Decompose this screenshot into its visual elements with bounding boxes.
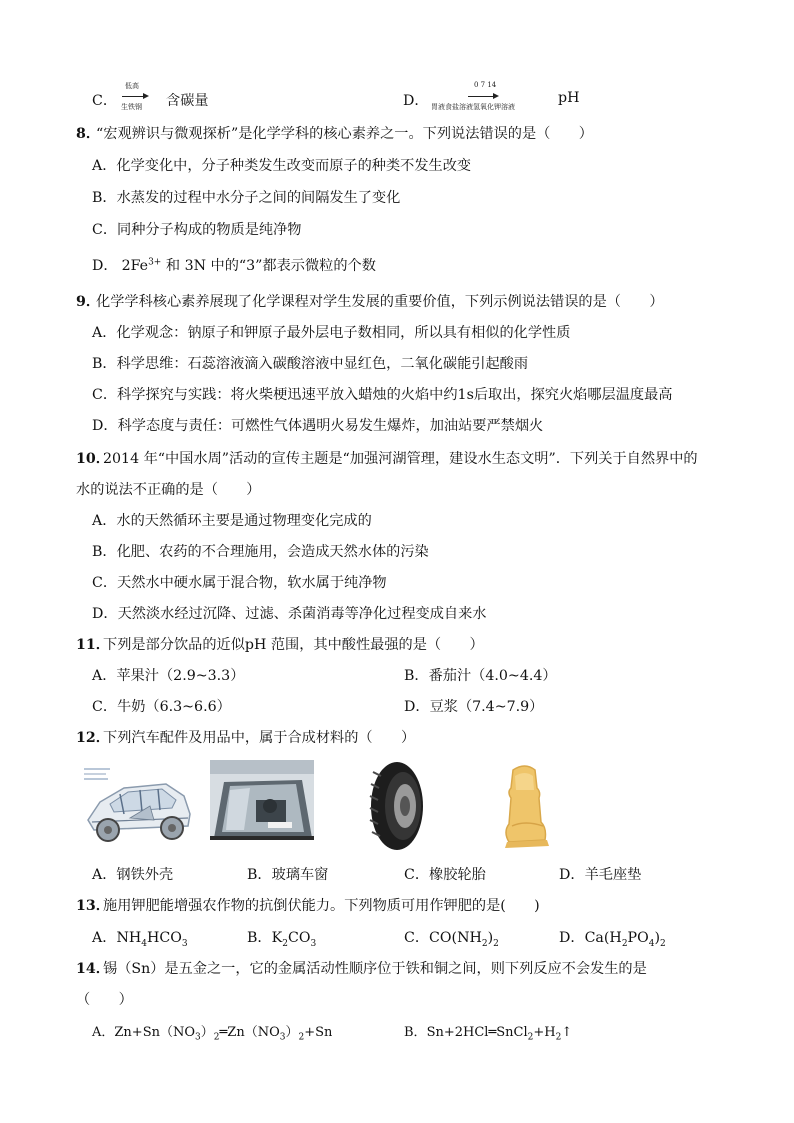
question-10-option-b: B．化肥、农药的不合理施用，会造成天然水体的污染	[92, 544, 429, 560]
question-10-option-a: A．水的天然循环主要是通过物理变化完成的	[92, 513, 372, 529]
equation-subscript: 3	[279, 1032, 286, 1043]
question-8-number: 8．	[76, 126, 101, 142]
question-9-option-b: B．科学思维：石蕊溶液滴入碳酸溶液中显红色，二氧化碳能引起酸雨	[92, 356, 529, 372]
question-9-option-a: A．化学观念：钠原子和钾原子最外层电子数相同，所以具有相似的化学性质	[92, 325, 571, 341]
question-11-stem: 下列是部分饮品的近似pH 范围，其中酸性最强的是（ ）	[103, 637, 484, 653]
formula-part: HCO	[146, 930, 182, 946]
equation-part: ）	[200, 1025, 214, 1040]
formula-part: CO(NH	[429, 930, 482, 946]
question-9-option-d: D．科学态度与责任：可燃性气体遇明火易发生爆炸，加油站要严禁烟火	[92, 418, 544, 434]
equation-subscript: 2	[555, 1032, 562, 1043]
q7-option-c-arrowhead	[143, 93, 149, 99]
formula-part: NH	[116, 930, 142, 946]
rubber-tire-image	[363, 758, 427, 854]
equation-part: ↑	[561, 1025, 573, 1040]
question-13-stem: 施用钾肥能增强农作物的抗倒伏能力。下列物质可用作钾肥的是( )	[103, 898, 540, 914]
question-8-option-d-text: 和 3N 中的“3”都表示微粒的个数	[161, 258, 376, 274]
option-a-label: A．	[92, 1025, 115, 1040]
question-12-option-d: D．羊毛座垫	[559, 867, 642, 883]
option-c-label: C．	[404, 930, 430, 946]
question-14-stem-line-2: （ ）	[76, 992, 133, 1008]
steel-car-body-image	[80, 762, 196, 848]
equation-part: +H	[533, 1025, 556, 1040]
formula-subscript: 4	[648, 938, 655, 949]
question-11-number: 11．	[76, 637, 110, 653]
formula-part: )	[654, 930, 661, 946]
option-d-label: D．	[559, 930, 585, 946]
equation-part: ═Zn（NO	[219, 1025, 280, 1040]
question-14-number: 14．	[76, 961, 110, 977]
q7-option-c-arrow	[122, 96, 144, 97]
option-a-label: A．	[92, 930, 117, 946]
q7-option-d-axis-name: pH	[558, 90, 580, 106]
q7-option-c-top-label: 低高	[125, 82, 139, 90]
formula-subscript: 3	[181, 938, 188, 949]
q7-option-d-label: D．	[403, 93, 429, 109]
q7-option-d-top-label: 0 7 14	[474, 81, 497, 89]
formula-part: Ca(H	[584, 930, 622, 946]
question-11-option-b: B．番茄汁（4.0~4.4）	[404, 668, 557, 684]
question-14-option-b	[404, 1021, 572, 1043]
equation-subscript: 2	[213, 1032, 220, 1043]
formula-subscript: 4	[141, 938, 147, 949]
formula-subscript: 2	[481, 938, 488, 949]
question-9-option-c: C．科学探究与实践：将火柴梗迅速平放入蜡烛的火焰中约1s后取出，探究火焰哪层温度最高	[92, 387, 673, 403]
question-13-number: 13．	[76, 898, 110, 914]
formula-subscript: 2	[493, 938, 499, 949]
wool-seat-cushion-image	[495, 762, 559, 850]
question-11-option-d: D．豆浆（7.4~7.9）	[404, 699, 544, 715]
q7-option-d-arrowhead	[493, 93, 499, 99]
q7-option-c-axis-name: 含碳量	[166, 93, 209, 109]
question-10-option-d: D．天然淡水经过沉降、过滤、杀菌消毒等净化过程变成自来水	[92, 606, 487, 622]
question-13-option-d	[559, 927, 666, 949]
option-b-label: B．	[404, 1025, 427, 1040]
question-11-option-a: A．苹果汁（2.9~3.3）	[92, 668, 245, 684]
formula-subscript: 2	[282, 938, 288, 949]
equation-part: ）	[285, 1025, 299, 1040]
question-8-option-c: C．同种分子构成的物质是纯净物	[92, 222, 302, 238]
q7-option-c-bottom-label: 生铁钢	[121, 103, 142, 111]
question-8-option-d	[92, 255, 376, 275]
question-11-option-c: C．牛奶（6.3~6.6）	[92, 699, 231, 715]
question-10-stem-line-2: 水的说法不正确的是（ ）	[76, 482, 261, 498]
question-8-iron-ion: 2Fe	[121, 258, 149, 274]
question-13-option-a	[92, 927, 188, 949]
question-8-option-d-label: D．	[92, 258, 118, 274]
equation-subscript: 2	[527, 1032, 534, 1043]
formula-part: K	[271, 930, 283, 946]
formula-part: )	[487, 930, 494, 946]
question-13-option-b	[247, 927, 316, 949]
question-8-option-a: A．化学变化中，分子种类发生改变而原子的种类不发生改变	[92, 158, 472, 174]
equation-part: +Sn	[304, 1025, 333, 1040]
question-10-option-c: C．天然水中硬水属于混合物，软水属于纯净物	[92, 575, 387, 591]
formula-subscript: 2	[660, 938, 666, 949]
formula-part: CO	[287, 930, 311, 946]
equation-subscript: 3	[195, 1032, 201, 1043]
question-8-iron-charge: 3+	[148, 257, 162, 268]
question-10-stem-line-1: 2014 年“中国水周”活动的宣传主题是“加强河湖管理，建设水生态文明”．下列关于自然界中的	[103, 451, 698, 467]
question-14-stem-line-1: 锡（Sn）是五金之一，它的金属活动性顺序位于铁和铜之间，则下列反应不会发生的是	[103, 961, 647, 977]
q7-option-c-label: C．	[92, 93, 118, 109]
glass-car-window-image	[210, 760, 314, 840]
option-b-label: B．	[247, 930, 272, 946]
q7-option-d-bottom-label: 胃液食盐溶液氢氧化钾溶液	[431, 103, 515, 111]
formula-subscript: 2	[621, 938, 628, 949]
question-9-stem: 化学学科核心素养展现了化学课程对学生发展的重要价值，下列示例说法错误的是（ ）	[96, 294, 664, 310]
question-14-option-a	[92, 1021, 332, 1043]
question-8-option-b: B．水蒸发的过程中水分子之间的间隔发生了变化	[92, 190, 401, 206]
question-12-stem: 下列汽车配件及用品中，属于合成材料的（ ）	[103, 730, 416, 746]
q7-option-d-arrow	[468, 96, 494, 97]
question-12-option-b: B．玻璃车窗	[247, 867, 329, 883]
formula-part: PO	[627, 930, 649, 946]
question-12-number: 12．	[76, 730, 110, 746]
question-12-option-c: C．橡胶轮胎	[404, 867, 486, 883]
equation-subscript: 2	[298, 1032, 305, 1043]
question-12-option-a: A．钢铁外壳	[92, 867, 174, 883]
question-13-option-c	[404, 927, 499, 949]
question-8-stem: “宏观辨识与微观探析”是化学学科的核心素养之一。下列说法错误的是（ ）	[96, 126, 593, 142]
equation-part: Sn+2HCl═SnCl	[426, 1025, 528, 1040]
question-9-number: 9．	[76, 294, 101, 310]
equation-part: Zn+Sn（NO	[114, 1025, 195, 1040]
formula-subscript: 3	[310, 938, 317, 949]
question-10-number: 10．	[76, 451, 110, 467]
